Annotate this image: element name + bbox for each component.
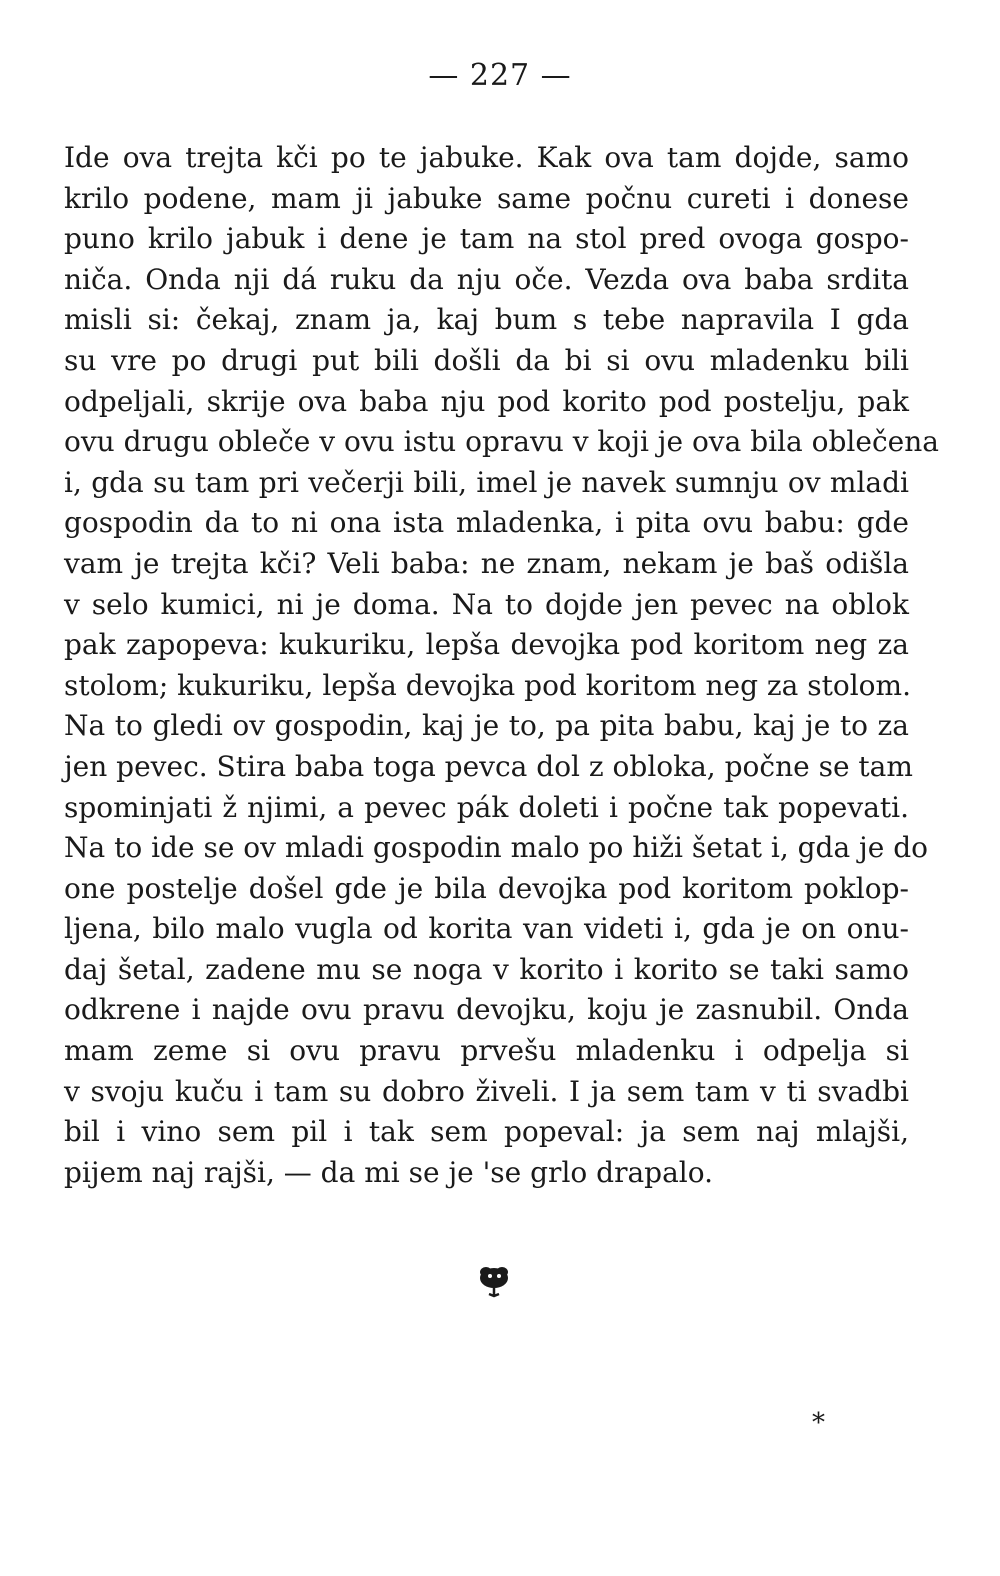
text-line: puno krilo jabuk i dene je tam na stol pred ovoga gospo- <box>64 222 909 256</box>
text-line: ovu drugu obleče v ovu istu opravu v koji je ova bila oblečena <box>64 425 939 459</box>
text-line: v selo kumici, ni je doma. Na to dojde jen pevec na oblok <box>64 587 909 621</box>
text-line: misli si: čekaj, znam ja, kaj bum s tebe napravila I gda <box>64 303 909 337</box>
text-line-last: pijem naj rajši, — da mi se je 'se grlo drapalo. <box>64 1155 713 1189</box>
text-line: niča. Onda nji dá ruku da nju oče. Vezda ova baba srdita <box>64 262 909 296</box>
text-line: odpeljali, skrije ova baba nju pod korito pod postelju, pak <box>64 384 909 418</box>
text-line: one postelje došel gde je bila devojka pod koritom poklop- <box>64 871 909 905</box>
asterisk-mark: * <box>812 1408 825 1438</box>
text-line: v svoju kuču i tam su dobro živeli. I ja sem tam v ti svadbi <box>64 1074 909 1108</box>
text-line: odkrene i najde ovu pravu devojku, koju je zasnubil. Onda <box>64 993 909 1027</box>
text-line: i, gda su tam pri večerji bili, imel je navek sumnju ov mladi <box>64 465 909 499</box>
text-line: krilo podene, mam ji jabuke same počnu cureti i donese <box>64 181 909 215</box>
text-line: Na to gledi ov gospodin, kaj je to, pa pita babu, kaj je to za <box>64 709 909 743</box>
text-line: pak zapopeva: kukuriku, lepša devojka pod koritom neg za <box>64 628 909 662</box>
ornament-icon <box>470 1258 518 1298</box>
text-line: su vre po drugi put bili došli da bi si ovu mladenku bili <box>64 343 909 377</box>
text-line: stolom; kukuriku, lepša devojka pod koritom neg za stolom. <box>64 668 911 702</box>
text-line: Ide ova trejta kči po te jabuke. Kak ova tam dojde, samo <box>64 141 909 174</box>
text-line: jen pevec. Stira baba toga pevca dol z obloka, počne se tam <box>64 749 913 783</box>
text-line: Na to ide se ov mladi gospodin malo po hiži šetat i, gda je do <box>64 831 928 865</box>
text-line: gospodin da to ni ona ista mladenka, i pita ovu babu: gde <box>64 506 909 540</box>
text-line: daj šetal, zadene mu se noga v korito i korito se taki samo <box>64 952 909 986</box>
text-line: ljena, bilo malo vugla od korita van videti i, gda je on onu- <box>64 912 909 946</box>
body-text <box>64 138 939 1193</box>
text-line: spominjati ž njimi, a pevec pák doleti i počne tak popevati. <box>64 790 909 824</box>
text-line: vam je trejta kči? Veli baba: ne znam, nekam je baš odišla <box>64 546 909 580</box>
page-number: — 227 — <box>428 58 572 93</box>
text-line: bil i vino sem pil i tak sem popeval: ja sem naj mlajši, <box>64 1115 909 1149</box>
text-line: mam zeme si ovu pravu prvešu mladenku i odpelja si <box>64 1034 909 1068</box>
